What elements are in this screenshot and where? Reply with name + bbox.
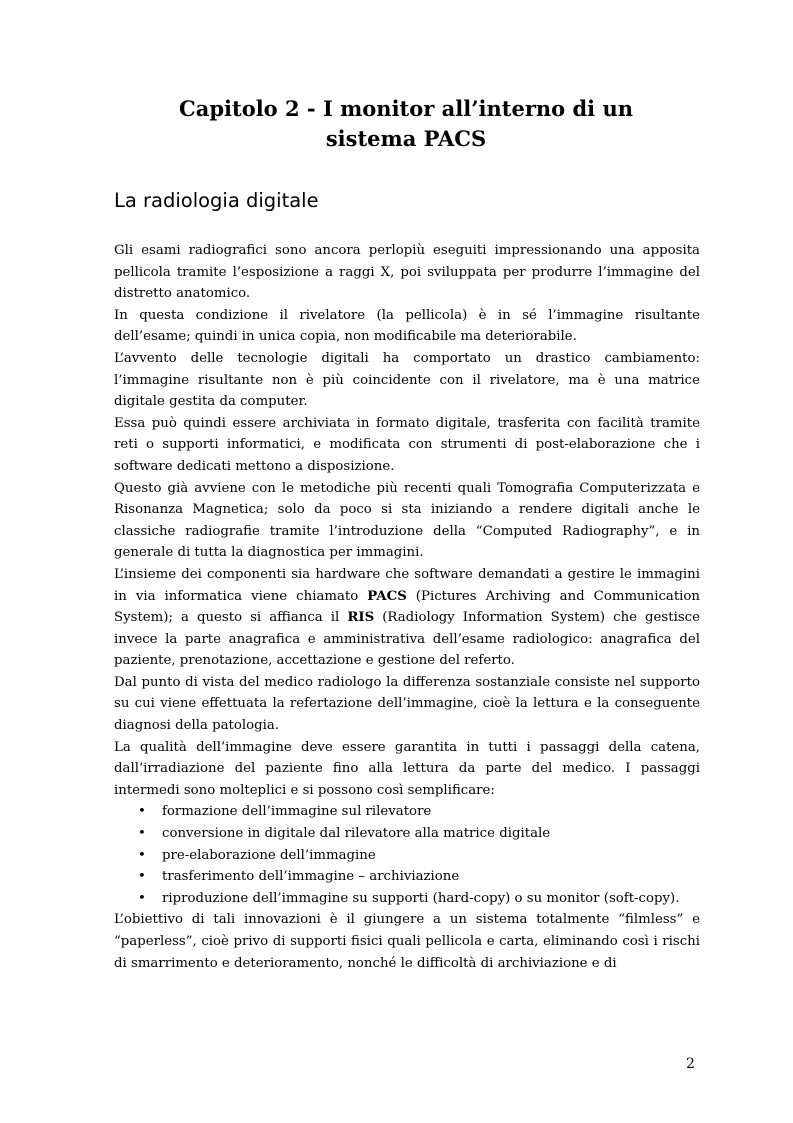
paragraph-pacs-ris [114, 564, 700, 672]
bullet-item: • conversione in digitale dal rilevatore alla matrice digitale [162, 823, 700, 845]
section-heading: La radiologia digitale [114, 189, 319, 212]
paragraph: In questa condizione il rivelatore (la pellicola) è in sé l’immagine risultante dell’esame; quindi in unica copia, non modificabile ma deteriorabile. [114, 307, 700, 345]
paragraph: L’obiettivo di tali innovazioni è il giungere a un sistema totalmente “filmless” e “paperless”, cioè privo di supporti fisici quali pellicola e carta, eliminando così i rischi di smarrimento e deterioramento, nonché le difficoltà di archiviazione e di [114, 912, 700, 971]
bullet-item: • riproduzione dell’immagine su supporti (hard-copy) o su monitor (soft-copy). [162, 888, 700, 910]
page-number: 2 [686, 1056, 695, 1072]
bullet-item: • trasferimento dell’immagine – archiviazione [162, 866, 700, 888]
paragraph-text: L’insieme dei componenti sia hardware che software demandati a gestire le immagini in via informatica viene chiamato [114, 566, 700, 604]
bullet-list [114, 801, 700, 909]
chapter-title [100, 94, 712, 154]
chapter-title-line-2: sistema PACS [325, 126, 487, 151]
paragraph: Questo già avviene con le metodiche più recenti quali Tomografia Computerizzata e Risonanza Magnetica; solo da poco si sta iniziando a rendere digitali anche le classiche radiografie tramite l’introduzione della “Computed Radiography”, e in generale di tutta la diagnostica per immagini. [114, 480, 700, 561]
paragraph: La qualità dell’immagine deve essere garantita in tutti i passaggi della catena, dall’irradiazione del paziente fino alla lettura da parte del medico. I passaggi intermedi sono molteplici e si possono così semplificare: [114, 739, 700, 798]
bullet-item: • formazione dell’immagine sul rilevatore [162, 801, 700, 823]
paragraph-text: (Radiology Information System) che gestisce invece la parte anagrafica e amministrativa dell’esame radiologico: anagrafica del paziente, prenotazione, accettazione e gestione del referto. [114, 610, 700, 669]
term-pacs: PACS [367, 588, 407, 604]
chapter-title-line-1: Capitolo 2 - I monitor all’interno di un [179, 96, 633, 121]
paragraph: Dal punto di vista del medico radiologo la differenza sostanziale consiste nel supporto su cui viene effettuata la refertazione dell’immagine, cioè la lettura e la conseguente diagnosi della patologia. [114, 674, 700, 734]
paragraph: Essa può quindi essere archiviata in formato digitale, trasferita con facilità tramite reti o supporti informatici, e modificata con strumenti di post-elaborazione che i software dedicati mettono a disposizione. [114, 415, 700, 474]
paragraph-text: (Pictures Archiving and Communication System); a questo si affianca il [114, 588, 700, 626]
paragraph: L’avvento delle tecnologie digitali ha comportato un drastico cambiamento: l’immagine risultante non è più coincidente con il rivelatore, ma è una matrice digitale gestita da computer. [114, 350, 700, 410]
term-ris: RIS [347, 610, 375, 626]
body-text [114, 240, 700, 974]
paragraph: Gli esami radiografici sono ancora perlopiù eseguiti impressionando una apposita pellicola tramite l’esposizione a raggi X, poi sviluppata per produrre l’immagine del distretto anatomico. [114, 243, 700, 302]
bullet-item: • pre-elaborazione dell’immagine [162, 845, 700, 867]
